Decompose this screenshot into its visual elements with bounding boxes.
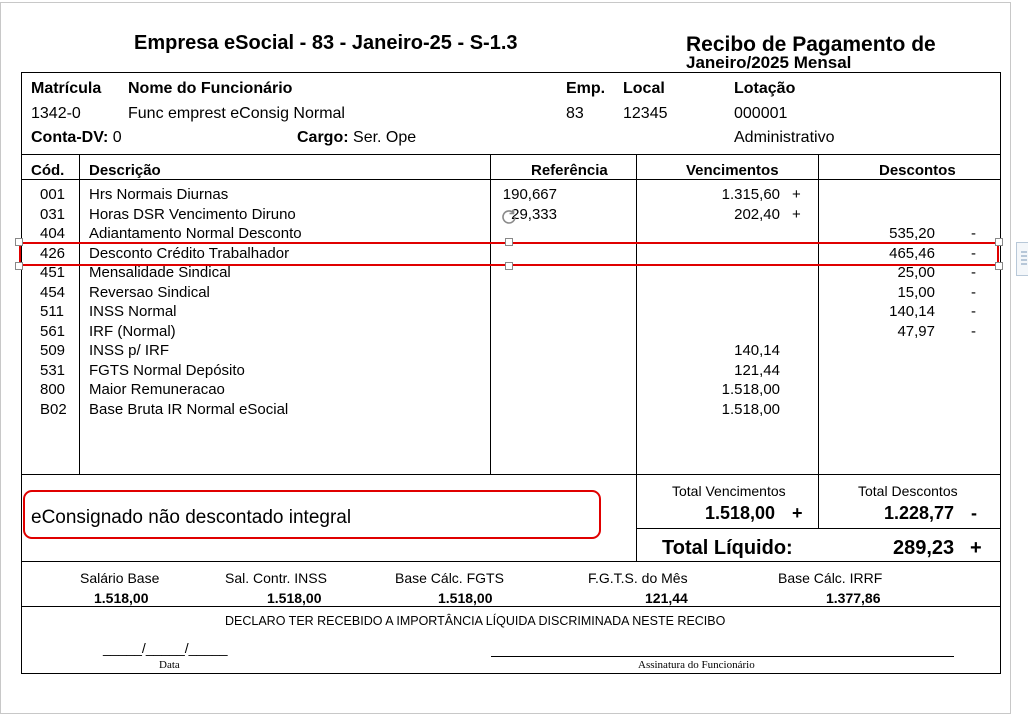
table-row[interactable] xyxy=(0,341,1000,360)
resize-handle[interactable] xyxy=(15,262,23,270)
item-deduction: 140,14 xyxy=(889,303,935,320)
conta-dv xyxy=(31,129,122,147)
item-description: Base Bruta IR Normal eSocial xyxy=(89,400,289,418)
item-deduction-sign: - xyxy=(971,303,976,320)
fgts-base-value: 1.518,00 xyxy=(438,590,493,606)
fgts-month-value: 121,44 xyxy=(645,590,688,606)
item-earning: 1.315,60 xyxy=(721,186,780,203)
lotacao-value: 000001 xyxy=(734,105,788,122)
item-description: IRF (Normal) xyxy=(89,322,176,340)
item-deduction-sign: - xyxy=(971,244,976,262)
total-earnings-sign: + xyxy=(792,503,803,523)
resize-handle[interactable] xyxy=(505,262,513,270)
item-code: 800 xyxy=(40,381,66,398)
item-code: 509 xyxy=(40,342,66,359)
total-deductions-label: Total Descontos xyxy=(858,483,958,499)
item-earning: 1.518,00 xyxy=(721,381,780,398)
item-deduction-sign: - xyxy=(971,225,976,242)
signature-caption: Assinatura do Funcionário xyxy=(638,659,755,671)
declaration-text: DECLARO TER RECEBIDO A IMPORTÂNCIA LÍQUIDA DISCRIMINADA NESTE RECIBO xyxy=(225,614,726,628)
net-total-label: Total Líquido: xyxy=(662,537,793,559)
column-header-earnings: Vencimentos xyxy=(686,162,779,179)
employee-name-label: Nome do Funcionário xyxy=(128,80,293,97)
resize-handle[interactable] xyxy=(505,238,513,246)
item-code: 451 xyxy=(40,264,66,281)
total-deductions-value: 1.228,77 xyxy=(884,503,955,523)
rotate-icon[interactable] xyxy=(498,206,520,228)
item-deduction: 15,00 xyxy=(897,283,935,301)
total-earnings-label: Total Vencimentos xyxy=(672,483,786,499)
base-salary-label: Salário Base xyxy=(80,570,160,586)
item-description: INSS Normal xyxy=(89,303,177,320)
side-panel-icon[interactable] xyxy=(1016,242,1028,276)
item-code: 031 xyxy=(40,205,66,223)
resize-handle[interactable] xyxy=(995,262,1003,270)
item-earning: 140,14 xyxy=(734,342,780,359)
divider xyxy=(21,606,1001,607)
item-code: B02 xyxy=(40,400,67,418)
divider xyxy=(21,179,1001,180)
base-salary-value: 1.518,00 xyxy=(94,590,149,606)
table-row[interactable] xyxy=(0,283,1000,302)
net-total-sign: + xyxy=(970,537,982,559)
divider xyxy=(21,154,1001,155)
table-row[interactable] xyxy=(0,302,1000,321)
table-row[interactable] xyxy=(0,322,1000,341)
item-deduction: 47,97 xyxy=(897,322,935,340)
local-label: Local xyxy=(623,80,665,97)
item-code: 531 xyxy=(40,361,66,379)
table-row[interactable] xyxy=(0,185,1000,204)
date-field: _____/_____/_____ xyxy=(103,640,228,656)
cargo xyxy=(297,129,416,147)
table-row[interactable] xyxy=(0,380,1000,399)
table-row[interactable] xyxy=(0,400,1000,419)
item-earning: 1.518,00 xyxy=(721,400,780,418)
resize-handle[interactable] xyxy=(15,238,23,246)
total-earnings-value: 1.518,00 xyxy=(705,503,776,523)
item-description: Maior Remuneracao xyxy=(89,381,225,398)
item-earning-sign: + xyxy=(792,205,801,223)
item-description: Horas DSR Vencimento Diruno xyxy=(89,205,296,223)
item-description: Adiantamento Normal Desconto xyxy=(89,225,302,242)
receipt-period: Janeiro/2025 Mensal xyxy=(686,53,852,72)
fgts-base-label: Base Cálc. FGTS xyxy=(395,570,504,586)
item-deduction-sign: - xyxy=(971,264,976,281)
item-deduction-sign: - xyxy=(971,322,976,340)
item-code: 511 xyxy=(40,303,64,320)
net-total-value: 289,23 xyxy=(893,537,955,559)
item-description: INSS p/ IRF xyxy=(89,342,170,359)
item-earning: 202,40 xyxy=(734,205,780,223)
item-code: 426 xyxy=(40,244,66,262)
conta-value: 0 xyxy=(112,129,122,146)
emp-label: Emp. xyxy=(566,80,606,97)
irrf-base-value: 1.377,86 xyxy=(826,590,881,606)
divider xyxy=(636,528,1001,529)
fgts-month-label: F.G.T.S. do Mês xyxy=(588,570,688,586)
column-header-code: Cód. xyxy=(31,162,65,179)
divider xyxy=(21,474,1001,475)
divider xyxy=(21,561,1001,562)
receipt-title: Recibo de Pagamento de xyxy=(686,33,936,56)
emp-value: 83 xyxy=(566,105,584,122)
item-deduction-sign: - xyxy=(971,283,976,301)
item-deduction: 535,20 xyxy=(889,225,935,242)
item-earning: 121,44 xyxy=(734,361,780,379)
inss-contribution-value: 1.518,00 xyxy=(267,590,322,606)
item-reference: 190,667 xyxy=(502,186,557,203)
item-description: Hrs Normais Diurnas xyxy=(89,186,229,203)
note-text: eConsignado não descontado integral xyxy=(31,507,352,528)
employee-name-value: Func emprest eConsig Normal xyxy=(128,105,345,122)
date-caption: Data xyxy=(159,659,180,671)
company-title: Empresa eSocial - 83 - Janeiro-25 - S-1.3 xyxy=(134,32,518,54)
item-code: 001 xyxy=(40,186,66,203)
item-description: FGTS Normal Depósito xyxy=(89,361,245,379)
resize-handle[interactable] xyxy=(995,238,1003,246)
matricula-label: Matrícula xyxy=(31,80,102,97)
item-description: Reversao Sindical xyxy=(89,283,210,301)
lotacao-label: Lotação xyxy=(734,80,796,97)
local-value: 12345 xyxy=(623,105,668,122)
item-code: 404 xyxy=(40,225,66,242)
item-code: 561 xyxy=(40,322,66,340)
signature-line xyxy=(491,656,954,657)
column-header-reference: Referência xyxy=(531,162,608,179)
irrf-base-label: Base Cálc. IRRF xyxy=(778,570,883,586)
lotacao-description: Administrativo xyxy=(734,129,835,146)
item-deduction: 465,46 xyxy=(889,244,935,262)
inss-contribution-label: Sal. Contr. INSS xyxy=(225,570,327,586)
item-reference: 29,333 xyxy=(511,205,557,223)
column-header-description: Descrição xyxy=(89,162,161,179)
table-row[interactable] xyxy=(0,361,1000,380)
matricula-value: 1342-0 xyxy=(31,105,81,122)
item-earning-sign: + xyxy=(792,186,801,203)
column-header-deductions: Descontos xyxy=(879,162,956,179)
cargo-label: Cargo: xyxy=(297,129,349,146)
item-code: 454 xyxy=(40,283,66,301)
cargo-value: Ser. Ope xyxy=(353,129,417,146)
conta-label: Conta-DV: xyxy=(31,129,109,146)
item-description: Desconto Crédito Trabalhador xyxy=(89,244,290,262)
item-description: Mensalidade Sindical xyxy=(89,264,231,281)
total-deductions-sign: - xyxy=(971,503,977,523)
item-deduction: 25,00 xyxy=(897,264,935,281)
